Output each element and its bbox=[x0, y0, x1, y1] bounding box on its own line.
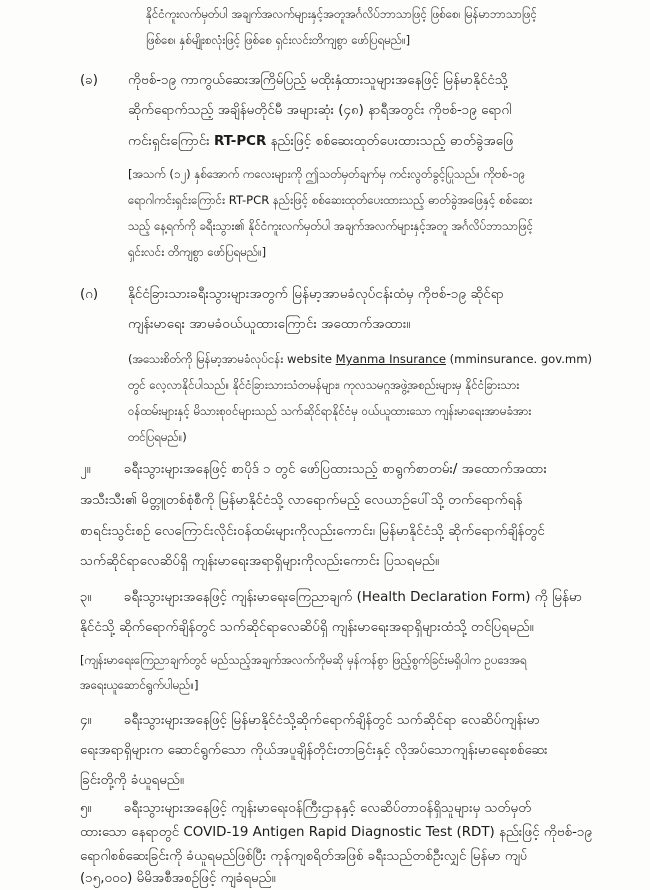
item-a-marker: (ခ) bbox=[80, 73, 98, 88]
intro-tail-line2: ဖြစ်စေ၊ နှစ်မျိုးစလုံးဖြင့် ဖြစ်စေ ရှင်းလင်းတိကျစွာ ဖော်ပြရမည်။] bbox=[146, 33, 411, 47]
para3-line2: နိုင်ငံသို့ ဆိုက်ရောက်ချိန်တွင် သက်ဆိုင်ရာလေဆိပ်ရှိ ကျန်းမာရေးအရာရှိများထံသို့ တင်ပြရမည်။ bbox=[80, 620, 534, 635]
item-g-note1 bbox=[128, 345, 618, 373]
item-g-note1-post: (mminsurance. gov.mm) bbox=[449, 352, 593, 366]
item-a-line1: ကိုဗစ်-၁၉ ကာကွယ်ဆေးအကြိမ်ပြည့် မထိုးနှံထားသူများအနေဖြင့် မြန်မာနိုင်ငံသို့ bbox=[128, 73, 508, 88]
para3-note1: [ကျန်းမာရေးကြေညာချက်တွင် မည်သည့်အချက်အလက်ကိုမဆို မှန်ကန်စွာ ဖြည့်စွက်ခြင်းမရှိပါက ဥပဒေအရ bbox=[80, 653, 527, 667]
para3-number: ၃။ bbox=[80, 590, 92, 605]
para5-line2: ထားသော နေရာတွင် COVID-19 Antigen Rapid Diagnostic Test (RDT) နည်းဖြင့် ကိုဗစ်-၁၉ bbox=[80, 825, 593, 840]
item-a-note4: ရှင်းလင်း တိကျစွာ ဖော်ပြရမည်။] bbox=[128, 245, 267, 259]
para5-line3: ရောဂါစစ်ဆေးခြင်းကို ခံယူရမည်ဖြစ်ပြီး ကုန်ကျစရိတ်အဖြစ် ခရီးသည်တစ်ဦးလျှင် မြန်မာ ကျပ် bbox=[80, 849, 528, 864]
item-g-note4: တင်ပြရမည်။) bbox=[128, 430, 187, 444]
item-g-note2: တွင် လေ့လာနိုင်ပါသည်။ နိုင်ငံခြားသားသံတမန်များ၊ ကုလသမဂ္ဂအဖွဲ့အစည်းများမှ နိုင်ငံခြားသား bbox=[128, 378, 520, 392]
rt-pcr-bold: RT-PCR bbox=[213, 134, 267, 149]
item-a-note1: [အသက် (၁၂) နှစ်အောက် ကလေးများကို ဤသတ်မှတ်ချက်မှ ကင်းလွတ်ခွင့်ပြုသည်။ ကိုဗစ်-၁၉ bbox=[128, 167, 526, 181]
para3-note2: အရေးယူဆောင်ရွက်ပါမည်။] bbox=[80, 678, 199, 692]
para4-line3: ခြင်းတို့ကို ခံယူရမည်။ bbox=[80, 773, 184, 788]
intro-tail-line1: နိုင်ငံကူးလက်မှတ်ပါ အချက်အလက်များနှင့်အတူအင်္ဂလိပ်ဘာသာဖြင့် ဖြစ်စေ၊ မြန်မာဘာသာဖြင့် bbox=[146, 7, 537, 21]
para2-line2: အသီးသီး၏ မိတ္တူတစ်စုံစီကို မြန်မာနိုင်ငံသို့ လာရောက်မည့် လေယာဉ်ပေါ်သို့ တက်ရောက်ရန် bbox=[80, 493, 523, 508]
para2-line3: စာရင်းသွင်းစဉ် လေကြောင်းလိုင်းဝန်ထမ်းများကိုလည်းကောင်း၊ မြန်မာနိုင်ငံသို့ ဆိုက်ရောက်ချိန်တွင် bbox=[80, 524, 545, 539]
para5-line1: ခရီးသွားများအနေဖြင့် ကျန်းမာရေးဝန်ကြီးဌာနနှင့် လေဆိပ်တာဝန်ရှိသူများမှ သတ်မှတ် bbox=[124, 801, 532, 816]
para4-line1: ခရီးသွားများအနေဖြင့် မြန်မာနိုင်ငံသို့ဆိုက်ရောက်ချိန်တွင် သက်ဆိုင်ရာ လေဆိပ်ကျန်းမာ bbox=[124, 713, 540, 728]
item-g-marker: (ဂ) bbox=[80, 287, 99, 302]
para2-line4: သက်ဆိုင်ရာလေဆိပ်ရှိ ကျန်းမာရေးအရာရှိများကိုလည်းကောင်း ပြသရမည်။ bbox=[80, 554, 440, 569]
item-a-line3-post: နည်းဖြင့် စစ်ဆေးထုတ်ပေးထားသည့် ဓာတ်ခွဲအဖြေ bbox=[270, 134, 514, 149]
para2-number: ၂။ bbox=[80, 462, 91, 477]
para3-line1: ခရီးသွားများအနေဖြင့် ကျန်းမာရေးကြေညာချက် (Health Declaration Form) ကို မြန်မာ bbox=[124, 590, 583, 605]
item-a-note2: ရောဂါကင်းရှင်းကြောင်း RT-PCR နည်းဖြင့် စစ်ဆေးထုတ်ပေးထားသည့် ဓာတ်ခွဲအဖြေနှင့် စစ်ဆေး bbox=[128, 193, 533, 207]
item-g-note1-pre: (အသေးစိတ်ကို မြန်မာ့အာမခံလုပ်ငန်း website bbox=[128, 352, 332, 366]
item-g-line1: နိုင်ငံခြားသားခရီးသွားများအတွက် မြန်မာ့အာမခံလုပ်ငန်းထံမှ ကိုဗစ်-၁၉ ဆိုင်ရာ bbox=[128, 287, 504, 302]
para4-line2: ရေးအရာရှိများက ဆောင်ရွက်သော ကိုယ်အပူချိန်တိုင်းတာခြင်းနှင့် လိုအပ်သောကျန်းမာရေးစစ်ဆေး bbox=[80, 743, 548, 758]
item-a-line3 bbox=[128, 127, 618, 157]
item-g-note3: ဝန်ထမ်းများနှင့် မိသားစုဝင်များသည် သက်ဆိုင်ရာနိုင်ငံမှ ဝယ်ယူထားသော ကျန်းမာရေးအာမခံအား bbox=[128, 404, 532, 418]
item-a-note3: သည့် နေ့ရက်ကို ခရီးသွား၏ နိုင်ငံကူးလက်မှတ်ပါ အချက်အလက်များနှင့်အတူ အင်္ဂလိပ်ဘာသာဖြင့် bbox=[128, 219, 534, 233]
item-a-line3-pre: ကင်းရှင်းကြောင်း bbox=[128, 134, 210, 149]
para2-line1: ခရီးသွားများအနေဖြင့် စာပိုဒ် ၁ တွင် ဖော်ပြထားသည့် စာရွက်စာတမ်း/ အထောက်အထား bbox=[124, 462, 547, 477]
para5-number: ၅။ bbox=[80, 801, 92, 816]
para5-line4: (၁၅,၀၀၀) မိမိအစီအစဉ်ဖြင့် ကျခံရမည်။ bbox=[80, 871, 276, 886]
item-a-line2: ဆိုက်ရောက်သည့် အချိန်မတိုင်မီ အများဆုံး (၄၈) နာရီအတွင်း ကိုဗစ်-၁၉ ရောဂါ bbox=[128, 103, 512, 118]
para4-number: ၄။ bbox=[80, 713, 92, 728]
item-g-line2: ကျန်းမာရေး အာမခံဝယ်ယူထားကြောင်း အထောက်အထား။ bbox=[128, 317, 411, 332]
myanma-insurance-link[interactable]: Myanma Insurance bbox=[335, 352, 446, 366]
